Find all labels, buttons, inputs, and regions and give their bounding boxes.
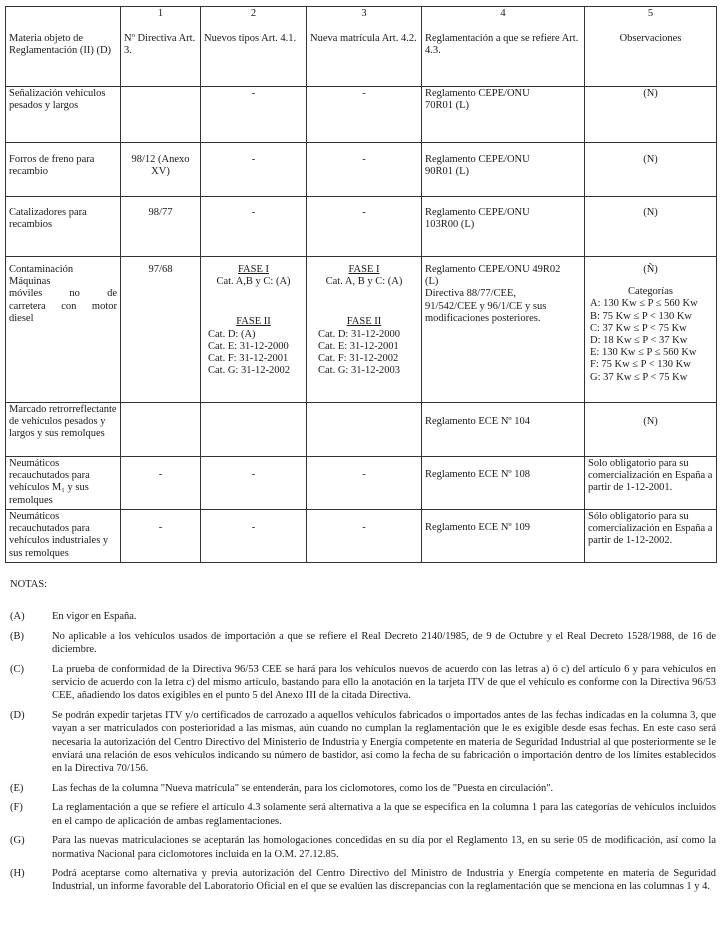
table-header-row — [6, 7, 717, 87]
cell-directiva: 98/12 (Anexo XV) — [121, 143, 201, 197]
cell-matricula: - — [307, 87, 422, 143]
note-text: Para las nuevas matriculaciones se aceptarán las homologaciones concedidas en su día por el Reglamento 13, en su serie 05 de modificación, así como la normativa Nacional para ciclomotores incluida en la O.M. 27.12.85. — [52, 835, 716, 860]
note-label: (A) — [10, 611, 25, 623]
note-label: (H) — [10, 867, 25, 879]
cell-matricula: - — [307, 197, 422, 257]
cell-materia: Neumáticos recauchutados para vehículos M₁ y sus remolques — [6, 457, 121, 510]
header-nueva-matricula: 3 Nueva matrícula Art. 4.2. — [307, 7, 422, 87]
note-item — [10, 663, 716, 703]
table-row — [6, 510, 717, 563]
cell-nuevos-fases: FASE I Cat. A,B y C: (A) FASE II Cat. D: (A) Cat. E: 31-12-2000 Cat. F: 31-12-2001 Cat. G: 31-12-2002 — [201, 257, 307, 403]
table-row — [6, 143, 717, 197]
cell-observaciones: Solo obligatorio para su comercialización en España a partir de 1-12-2001. — [585, 457, 717, 510]
cell-directiva: - — [121, 510, 201, 563]
note-item — [10, 867, 716, 894]
cell-reglamentacion: Reglamento ECE Nº 109 — [422, 510, 585, 563]
table-row — [6, 257, 717, 403]
cell-directiva — [121, 87, 201, 143]
note-item — [10, 801, 716, 828]
header-directiva: 1 Nº Directiva Art. 3. — [121, 7, 201, 87]
cell-nuevos: - — [201, 87, 307, 143]
table-row — [6, 457, 717, 510]
header-nuevos-tipos: 2 Nuevos tipos Art. 4.1. — [201, 7, 307, 87]
note-text: Podrá aceptarse como alternativa y previa autorización del Centro Directivo del Ministro de Industria y Energía competente en materia de Seguridad Industrial, un informe favorable del Laboratorio Oficial en el que se evalúen las discrepancias con la reglamentación que se menciona en las columnas 1 y 4. — [52, 867, 716, 893]
cell-materia: Forros de freno para recambio — [6, 143, 121, 197]
cell-nuevos: - — [201, 457, 307, 510]
cell-nuevos: - — [201, 197, 307, 257]
note-text: La reglamentación a que se refiere el artículo 4.3 solamente será alternativa a la que se especifica en la columna 1 para las categorías de vehículos incluidos en el campo de aplicación de ambas reglamentaciones. — [52, 802, 716, 827]
note-item — [10, 610, 716, 623]
cell-matricula-fases: FASE I Cat. A, B y C: (A) FASE II Cat. D: 31-12-2000 Cat. E: 31-12-2001 Cat. F: 31-12-2002 Cat. G: 31-12-2003 — [307, 257, 422, 403]
cell-observaciones: (N) — [585, 403, 717, 457]
cell-reglamentacion: Reglamento ECE Nº 108 — [422, 457, 585, 510]
note-label: (E) — [10, 782, 24, 794]
cell-matricula: - — [307, 143, 422, 197]
cell-observaciones: (N) — [585, 87, 717, 143]
cell-directiva: 98/77 — [121, 197, 201, 257]
cell-reglamentacion: Reglamento CEPE/ONU 70R01 (L) — [422, 87, 585, 143]
note-text: No aplicable a los vehículos usados de importación a que se refiere el Real Decreto 2140/1985, de 9 de Octubre y el Real Decreto 1528/1988, de 16 de diciembre. — [52, 630, 716, 656]
cell-nuevos — [201, 403, 307, 457]
cell-matricula: - — [307, 510, 422, 563]
cell-observaciones: (N) — [585, 143, 717, 197]
cell-directiva: 97/68 — [121, 257, 201, 403]
cell-materia: Catalizadores para recambios — [6, 197, 121, 257]
cell-reglamentacion: Reglamento CEPE/ONU 90R01 (L) — [422, 143, 585, 197]
cell-directiva: - — [121, 457, 201, 510]
regulation-table — [5, 6, 717, 563]
cell-observaciones: Sólo obligatorio para su comercialización en España a partir de 1-12-2002. — [585, 510, 717, 563]
cell-materia: Marcado retrorreflectante de vehículos pesados y largos y sus remolques — [6, 403, 121, 457]
cell-nuevos: - — [201, 143, 307, 197]
header-observaciones: 5 Observaciones — [585, 7, 717, 87]
notes-title: NOTAS: — [10, 579, 48, 590]
header-materia: Materia objeto de Reglamentación (II) (D) — [6, 7, 121, 87]
note-item — [10, 782, 716, 795]
note-text: Las fechas de la columna "Nueva matrícula" se entenderán, para los ciclomotores, como los de "Puesta en circulación". — [52, 782, 554, 794]
cell-reglamentacion: Reglamento CEPE/ONU 49R02 (L) Directiva 88/77/CEE, 91/542/CEE y 96/1/CE y sus modificaciones posteriores. — [422, 257, 585, 403]
note-text: Se podrán expedir tarjetas ITV y/o certificados de carrozado a aquellos vehículos fabricados o importados antes de las fechas indicadas en la columna 3, que vayan a ser matriculados con posterioridad a las mismas, aún cuando no cumplan la reglamentación que le es exigible desde esas fechas. En este caso será necesaria la autorización del Centro Directivo del Ministerio de Industria y Energía competente en materia de Seguridad Industrial al que posteriormente se le enviará una relación de esos vehículos indicando su número de bastidor, así como la fecha de su fabricación o importación dentro de los límites establecidos en la Directiva 70/156. — [52, 709, 716, 775]
note-label: (C) — [10, 663, 24, 675]
note-text: En vigor en España. — [52, 611, 137, 623]
cell-materia: Señalización vehículos pesados y largos — [6, 87, 121, 143]
cell-matricula: - — [307, 457, 422, 510]
cell-observaciones: (N) — [585, 197, 717, 257]
header-reglamentacion: 4 Reglamentación a que se refiere Art. 4.3. — [422, 7, 585, 87]
cell-reglamentacion: Reglamento CEPE/ONU 103R00 (L) — [422, 197, 585, 257]
cell-materia: Neumáticos recauchutados para vehículos industriales y sus remolques — [6, 510, 121, 563]
note-label: (D) — [10, 709, 25, 721]
note-label: (B) — [10, 630, 24, 642]
cell-reglamentacion: Reglamento ECE Nº 104 — [422, 403, 585, 457]
cell-observaciones: (Ñ) Categorías A: 130 Kw ≤ P ≤ 560 Kw B: 75 Kw ≤ P < 130 Kw C: 37 Kw ≤ P < 75 Kw D: 18 Kw ≤ P < 37 Kw E: 130 Kw ≤ P ≤ 560 Kw F: 75 Kw ≤ P < 130 Kw G: 37 Kw ≤ P < 75 Kw — [585, 257, 717, 403]
table-row — [6, 87, 717, 143]
cell-nuevos: - — [201, 510, 307, 563]
note-item — [10, 834, 716, 861]
table-row — [6, 403, 717, 457]
note-label: (G) — [10, 835, 25, 847]
note-item — [10, 709, 716, 776]
note-text: La prueba de conformidad de la Directiva 96/53 CEE se hará para los vehículos nuevos de acuerdo con las letras a) ó c) del artículo 6 y para vehículos en servicio de acuerdo con la letra c) del mismo artículo, bastando para ello la anotación en la tarjeta ITV de que el vehículo es conforme con la Directiva 96/53 CEE, añadiendo los datos exigibles en el punto 5 del Anexo III de la citada Directiva. — [52, 663, 716, 702]
cell-directiva — [121, 403, 201, 457]
cell-matricula — [307, 403, 422, 457]
note-label: (F) — [10, 802, 23, 814]
note-item — [10, 630, 716, 657]
cell-materia: Contaminación Máquinas móviles no de carretera con motor diesel — [6, 257, 121, 403]
notes-section — [10, 578, 716, 900]
table-row — [6, 197, 717, 257]
